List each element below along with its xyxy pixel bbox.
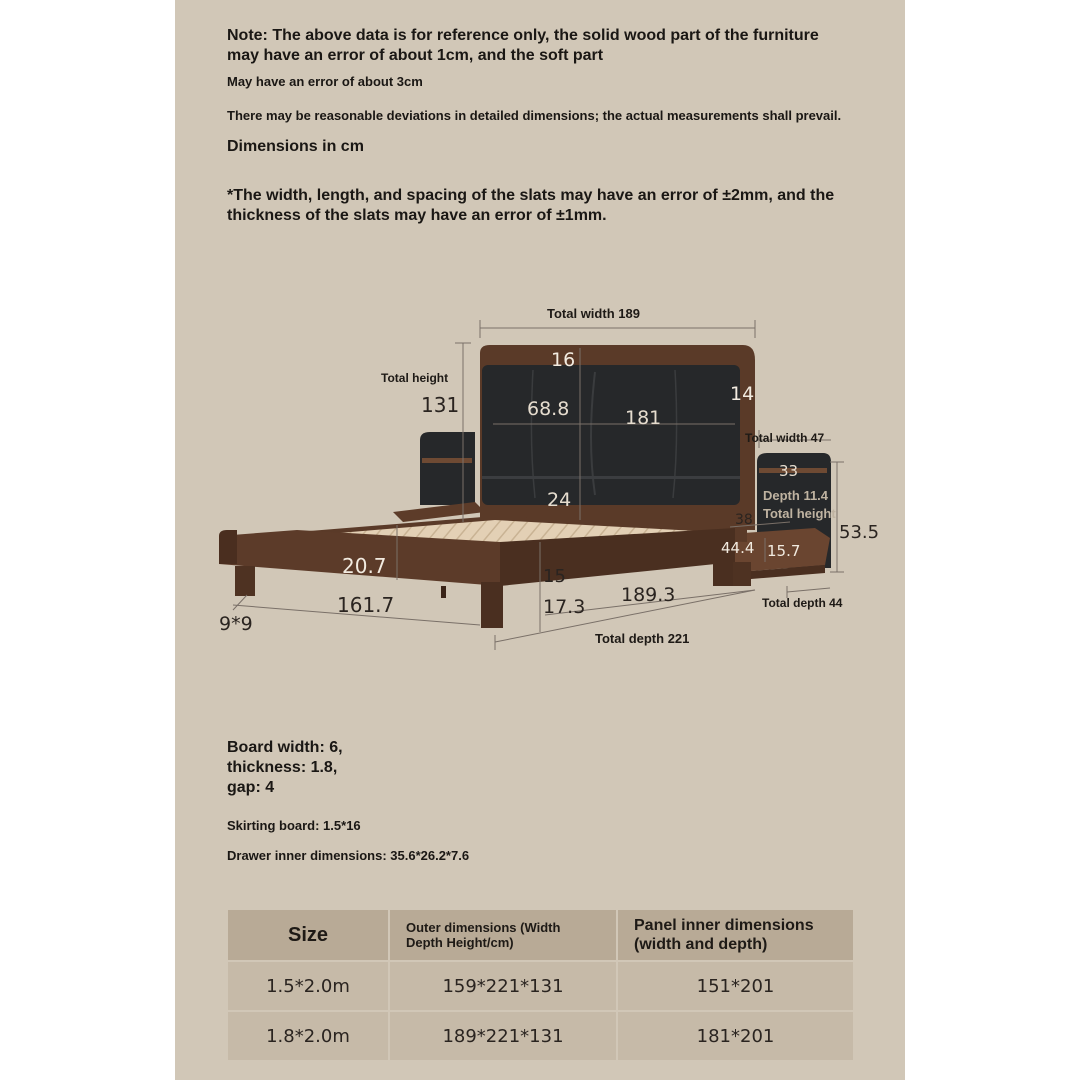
spec-sheet [175, 0, 905, 1080]
left-nightstand [393, 432, 485, 522]
slat-tolerance-note: *The width, length, and spacing of the slats may have an error of ±2mm, and the thickness of the slats may have an error of ±1mm. [227, 187, 835, 224]
footboard-length-value: 161.7 [337, 593, 395, 617]
cushion-width-value: 181 [625, 407, 662, 429]
nightstand-top-value: 33 [779, 462, 799, 480]
size-cell: 1.5*2.0m [228, 961, 389, 1011]
drawer-inner-spec: Drawer inner dimensions: 35.6*26.2*7.6 [227, 848, 470, 863]
drawer-height-value: 15.7 [767, 542, 801, 560]
size-cell: 1.8*2.0m [228, 1011, 389, 1061]
inner-length-value: 189.3 [621, 584, 676, 606]
size-table [228, 910, 853, 1062]
total-height-label: Total height [381, 371, 449, 385]
board-thickness-line: thickness: 1.8, [227, 759, 338, 776]
leg-height-value: 17.3 [543, 596, 586, 618]
clearance-value: 15 [543, 566, 566, 587]
nightstand-height-value: 53.5 [839, 522, 880, 543]
rail-height-value: 20.7 [342, 554, 387, 578]
total-height-value: 131 [421, 393, 460, 417]
board-specs [227, 738, 343, 798]
header-panel-inner-dimensions: Panel inner dimensions (width and depth) [617, 910, 853, 961]
bed-frame [219, 516, 747, 628]
drawer-width-value: 38 [735, 512, 753, 528]
units-note: Dimensions in cm [227, 138, 364, 155]
headboard [480, 345, 755, 530]
deviation-note: There may be reasonable deviations in detailed dimensions; the actual measurements shall prevail. [227, 108, 842, 123]
table-row [228, 1011, 853, 1061]
nightstand-total-height-label: Total height [763, 506, 836, 521]
board-gap-line: gap: 4 [227, 779, 275, 796]
nightstand-depth-label: Depth 11.4 [763, 488, 829, 503]
header-outer-dimensions: Outer dimensions (Width Depth Height/cm) [389, 910, 617, 961]
outer-cell: 189*221*131 [389, 1011, 617, 1061]
bed-dimension-diagram [175, 290, 905, 670]
headboard-top-value: 16 [551, 349, 576, 371]
nightstand-total-width-label: Total width 47 [745, 431, 825, 445]
lower-panel-value: 24 [547, 489, 572, 511]
drawer-front-value: 44.4 [721, 539, 755, 557]
soft-error-note: May have an error of about 3cm [227, 74, 423, 89]
panel-cell: 181*201 [617, 1011, 853, 1061]
nightstand-total-depth-label: Total depth 44 [762, 596, 843, 610]
panel-cell: 151*201 [617, 961, 853, 1011]
table-row [228, 961, 853, 1011]
headboard-side-value: 14 [730, 383, 755, 405]
header-size: Size [228, 910, 389, 961]
skirting-spec: Skirting board: 1.5*16 [227, 818, 361, 833]
outer-cell: 159*221*131 [389, 961, 617, 1011]
table-header-row [228, 910, 853, 961]
leg-section-value: 9*9 [219, 613, 253, 635]
total-depth-label: Total depth 221 [595, 631, 690, 646]
reference-note: Note: The above data is for reference only, the solid wood part of the furniture may have an error of about 1cm, and the soft part [227, 27, 819, 64]
board-width-line: Board width: 6, [227, 739, 343, 756]
total-width-label: Total width 189 [547, 306, 640, 321]
cushion-height-value: 68.8 [527, 398, 570, 420]
